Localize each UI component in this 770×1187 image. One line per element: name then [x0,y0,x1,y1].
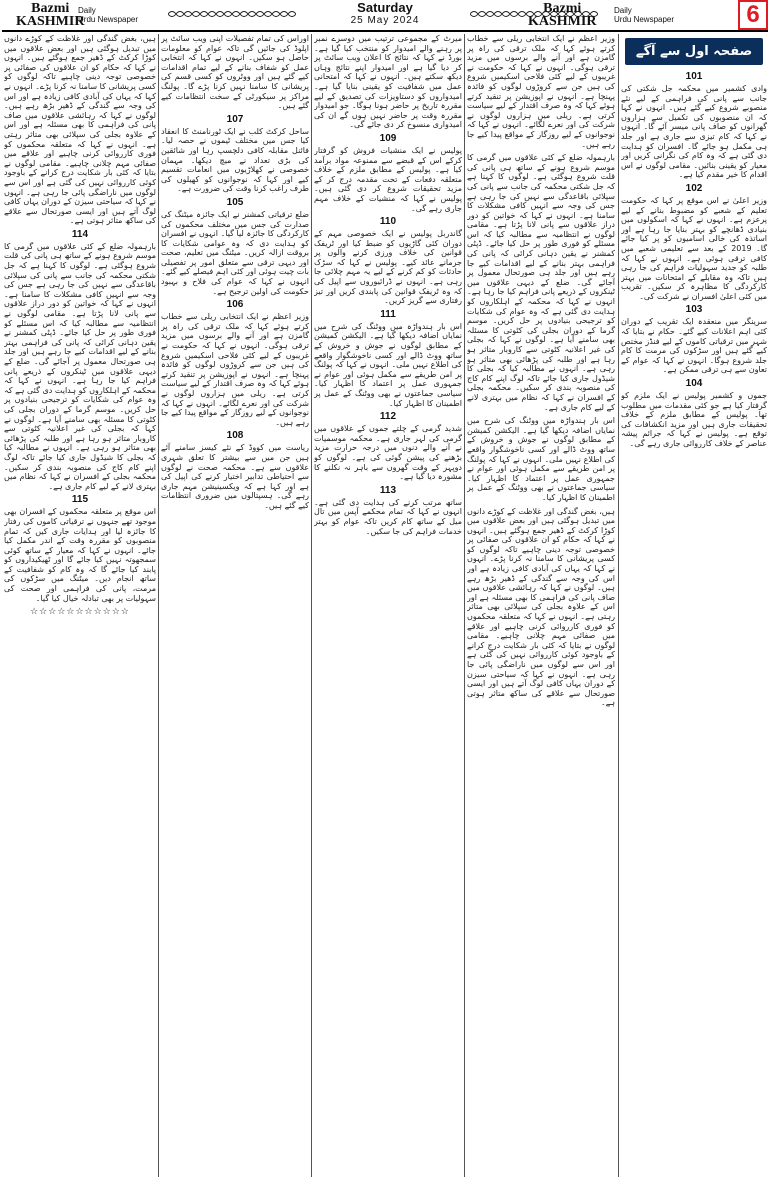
story-number: 115 [71,494,89,506]
page-number-badge: 6 [738,0,768,30]
right-masthead-sub: Daily Urdu Newspaper [614,6,675,24]
column-4-continued [467,34,615,1177]
story-c2-1: ساحل کرکٹ کلب نے ایک ٹورنامنٹ کا انعقاد کیا جس میں مختلف ٹیموں نے حصہ لیا۔ فائنل مقابلہ کافی دلچسپ رہا اور شائقین کی بڑی تعداد نے میچ دیکھا۔ مہمان خصوصی نے کھلاڑیوں میں انعامات تقسیم کیے اور کہا کہ نوجوانوں کو کھیلوں کی طرف راغب کرنا وقت کی ضرورت ہے۔ [161,126,309,194]
story-number: 113 [379,484,397,496]
story-c3-3: اس بار ہندواڑہ میں ووٹنگ کی شرح میں نمایاں اضافہ دیکھا گیا ہے۔ الیکشن کمیشن کے مطابق لوگوں نے جوش و خروش کے ساتھ ووٹ ڈالے اور کسی ناخوشگوار واقعے کی اطلاع نہیں ملی۔ انہوں نے کہا کہ پولنگ پر امن طریقے سے مکمل ہوئی اور عوام نے جمہوری عمل پر اعتماد کا اظہار کیا۔ سیاسی جماعتوں نے بھی ووٹنگ کے عمل پر اطمینان کا اظہار کیا۔ [314,321,462,408]
column-divider [464,34,465,1177]
section-title: صفحہ اول سے آگے [625,38,763,65]
story-c4-3: جموں و کشمیر پولیس نے ایک ملزم کو گرفتار کیا ہے جو کئی مقدمات میں مطلوب تھا۔ پولیس کے مطابق ملزم کے خلاف تحقیقات جاری ہیں اور مزید انکشافات کی توقع ہے۔ پولیس نے کہا کہ جرائم پیشہ عناصر کے خلاف کارروائی جاری رہے گی۔ [621,391,767,448]
story-c1-0: ہیں، بغض گندگی اور غلاظت کے کوڑے دانوں میں تبدیل ہوگئی ہیں اور بعض علاقوں میں کوڑا کرکٹ کے ڈھیر جمع ہوگئے ہیں۔ انہوں نے کہا کہ حکام کو ان علاقوں کی صفائی پر خصوصی توجہ دینی چاہیے تاکہ لوگوں کو کسی پریشانی کا سامنا نہ کرنا پڑے۔ انہوں نے کہا کہ یہاں کی آبادی کافی زیادہ ہے اور اس کی وجہ سے گندگی کے ڈھیر بڑھ رہے ہیں۔ لوگوں نے کہا کہ رہائشی علاقوں میں صاف پانی کی فراہمی کا بھی مسئلہ ہے اور اس کے علاوہ بجلی کی سپلائی بھی متاثر رہتی ہے۔ انہوں نے کہا کہ متعلقہ محکموں کو فوری کارروائی کرنی چاہیے اور علاقے میں صفائی مہم چلانی چاہیے۔ مقامی لوگوں نے بتایا کہ کئی بار شکایت درج کرانے کے باوجود کوئی کارروائی نہیں کی گئی ہے اور اس سے لوگوں میں ناراضگی پائی جا رہی ہے۔ انہوں نے کہا کہ سیاحتی سیزن کے دوران یہاں کافی لوگ آتے ہیں اور ایسی صورتحال سے علاقے کی ساکھ متاثر ہوتی ہے۔ [4,34,156,226]
story-number: 111 [380,308,396,320]
story-number: 102 [685,182,703,194]
story-number: 106 [226,299,244,311]
story-c2-0: اوراس کی تمام تفصیلات اپنی ویب سائٹ پر اپلوڈ کی جائیں گی تاکہ عوام کو معلومات حاصل ہو سکیں۔ انہوں نے کہا کہ انتخابی عمل کو شفاف بنانے کے لیے تمام اقدامات کیے گئے ہیں اور ووٹروں کو کسی قسم کی پریشانی کا سامنا نہیں کرنا پڑے گا۔ پولنگ مراکز پر سیکورٹی کے سخت انتظامات کیے گئے ہیں۔ [161,34,309,111]
story-c1-1: بارہمولہ ضلع کے کئی علاقوں میں گرمی کا موسم شروع ہونے کے ساتھ ہی پانی کی قلت شروع ہوگئی ہے۔ لوگوں کا کہنا ہے کہ جل شکتی محکمہ کی جانب سے پانی کی سپلائی باقاعدگی سے نہیں کی جا رہی ہے جس کی وجہ سے انہیں کافی مشکلات کا سامنا ہے۔ انہوں نے کہا کہ خواتین کو دور دراز علاقوں سے پانی لانا پڑتا ہے۔ مقامی لوگوں نے انتظامیہ سے مطالبہ کیا کہ اس مسئلے کو فوری طور پر حل کیا جائے۔ ڈپٹی کمشنر نے یقین دہانی کرائی کہ پانی کی فراہمی بہتر بنانے کے لیے اقدامات کیے جا رہے ہیں اور جلد ہی صورتحال معمول پر آجائے گی۔ ضلع کے دیہی علاقوں میں ٹینکروں کے ذریعے پانی فراہم کیا جا رہا ہے۔ انہوں نے کہا کہ محکمہ کے اہلکاروں کو ہدایت دی گئی ہے کہ وہ عوام کی شکایات کو ترجیحی بنیادوں پر حل کریں۔ موسم گرما کے دوران بجلی کی کٹوتی کا مسئلہ بھی سامنے آیا ہے۔ لوگوں نے کہا کہ بجلی کی غیر اعلانیہ کٹوتی سے کاروبار متاثر ہو رہا ہے اور طلبہ کی پڑھائی بھی متاثر ہو رہی ہے۔ انہوں نے مطالبہ کیا کہ بجلی کا شیڈول جاری کیا جائے تاکہ لوگ اپنے کام کاج کی منصوبہ بندی کر سکیں۔ محکمہ بجلی کے افسران نے کہا کہ نظام میں بہتری لانے کے لیے کام جاری ہے۔ [4,241,156,491]
story-c4-1: وزیر اعلیٰ نے اس موقع پر کہا کہ حکومت تعلیم کے شعبے کو مضبوط بنانے کے لیے پرعزم ہے۔ انہوں نے کہا کہ اسکولوں میں بنیادی ڈھانچے کو بہتر بنایا جا رہا ہے اور اساتذہ کی خالی اسامیوں کو پر کیا جائے گا۔ 2019 کے بعد سے تعلیمی شعبے میں کافی ترقی ہوئی ہے۔ انہوں نے کہا کہ طلبہ کو جدید سہولیات فراہم کی جا رہی ہیں تاکہ وہ مقابلے کے امتحانات میں بہتر کارکردگی کا مظاہرہ کر سکیں۔ تقریب میں کئی اعلیٰ افسران نے شرکت کی۔ [621,195,767,301]
story-number: 109 [379,132,397,144]
column-3 [314,34,462,1177]
story-number: 104 [685,378,703,390]
right-masthead-title: Bazmi KASHMIR [528,1,597,29]
story-number: 105 [226,196,244,208]
column-divider [158,34,159,1177]
story-c3-4: شدید گرمی کے چلتے جموں کے علاقوں میں گرمی کی لہر جاری ہے۔ محکمہ موسمیات نے آنے والے دنوں میں درجہ حرارت مزید بڑھنے کی پیشن گوئی کی ہے۔ لوگوں کو دوپہر کے وقت گھروں سے باہر نہ نکلنے کا مشورہ دیا گیا ہے۔ [314,424,462,482]
left-masthead-title: Bazmi KASHMIR [16,1,85,29]
issue-date: Saturday 25 May 2024 [350,0,420,26]
story-number: 110 [379,216,397,228]
column-5 [621,34,767,1177]
story-c2-3: وزیر اعظم نے ایک انتخابی ریلی سے خطاب کرتے ہوئے کہا کہ ملک ترقی کی راہ پر گامزن ہے اور آنے والے برسوں میں مزید ترقی ہوگی۔ انہوں نے کہا کہ حکومت نے غریبوں کے لیے کئی فلاحی اسکیمیں شروع کی ہیں جن سے کروڑوں لوگوں کو فائدہ پہنچا ہے۔ انہوں نے اپوزیشن پر تنقید کرتے ہوئے کہا کہ وہ صرف اقتدار کے لیے سیاست کرتی ہے۔ ریلی میں ہزاروں لوگوں نے شرکت کی اور نعرے لگائے۔ انہوں نے کہا کہ نوجوانوں کے لیے روزگار کے مواقع پیدا کیے جا رہے ہیں۔ [161,312,309,427]
story-c4-0: وادی کشمیر میں محکمہ جل شکتی کی جانب سے پانی کی فراہمی کے لیے نئے منصوبے شروع کیے گئے ہیں۔ انہوں نے کہا کہ ان منصوبوں کی تکمیل سے ہزاروں گھرانوں کو صاف پانی میسر آئے گا۔ انہوں نے کہا کہ کام تیزی سے جاری ہے اور جلد ہی مکمل ہو جائے گا۔ افسران کو ہدایت دی گئی ہے کہ وہ کام کی نگرانی کریں اور معیار کو یقینی بنائیں۔ مقامی لوگوں نے اس اقدام کا خیر مقدم کیا ہے۔ [621,84,767,180]
story-c3b: وزیر اعظم نے ایک انتخابی ریلی سے خطاب کرتے ہوئے کہا کہ ملک ترقی کی راہ پر گامزن ہے اور آنے والے برسوں میں مزید ترقی ہوگی۔ انہوں نے کہا کہ حکومت نے غریبوں کے لیے کئی فلاحی اسکیمیں شروع کی ہیں جن سے کروڑوں لوگوں کو فائدہ پہنچا ہے۔ انہوں نے اپوزیشن پر تنقید کرتے ہوئے کہا کہ وہ صرف اقتدار کے لیے سیاست کرتی ہے۔ ریلی میں ہزاروں لوگوں نے شرکت کی اور نعرے لگائے۔ انہوں نے کہا کہ نوجوانوں کے لیے روزگار کے مواقع پیدا کیے جا رہے ہیں۔ [467,34,615,149]
column-divider [311,34,312,1177]
story-c4-2: سرینگر میں منعقدہ ایک تقریب کے دوران کئی اہم اعلانات کیے گئے۔ حکام نے بتایا کہ شہر میں ترقیاتی کاموں کے لیے فنڈز مختص کیے گئے ہیں اور سڑکوں کی مرمت کا کام جلد شروع ہوگا۔ انہوں نے کہا کہ عوام کے تعاون سے ہی ترقی ممکن ہے۔ [621,317,767,375]
story-number: 107 [226,113,244,125]
story-c2-2: ضلع ترقیاتی کمشنر نے ایک جائزہ میٹنگ کی صدارت کی جس میں مختلف محکموں کی کارکردگی کا جائزہ لیا گیا۔ انہوں نے افسران کو ہدایت دی کہ وہ عوامی شکایات کا بروقت ازالہ کریں۔ میٹنگ میں تعلیم، صحت اور دیہی ترقی سے متعلق امور پر تفصیلی بات چیت ہوئی اور کئی اہم فیصلے کیے گئے۔ انہوں نے کہا کہ عوام کی فلاح و بہبود حکومت کی اولین ترجیح ہے۔ [161,209,309,296]
header-rule [2,30,768,32]
story-c3c: بارہمولہ ضلع کے کئی علاقوں میں گرمی کا موسم شروع ہونے کے ساتھ ہی پانی کی قلت شروع ہوگئی ہے۔ لوگوں کا کہنا ہے کہ جل شکتی محکمہ کی جانب سے پانی کی سپلائی باقاعدگی سے نہیں کی جا رہی ہے جس کی وجہ سے انہیں کافی مشکلات کا سامنا ہے۔ انہوں نے کہا کہ خواتین کو دور دراز علاقوں سے پانی لانا پڑتا ہے۔ مقامی لوگوں نے انتظامیہ سے مطالبہ کیا کہ اس مسئلے کو فوری طور پر حل کیا جائے۔ ڈپٹی کمشنر نے یقین دہانی کرائی کہ پانی کی فراہمی بہتر بنانے کے لیے اقدامات کیے جا رہے ہیں اور جلد ہی صورتحال معمول پر آجائے گی۔ ضلع کے دیہی علاقوں میں ٹینکروں کے ذریعے پانی فراہم کیا جا رہا ہے۔ انہوں نے کہا کہ محکمہ کے اہلکاروں کو ہدایت دی گئی ہے کہ وہ عوام کی شکایات کو ترجیحی بنیادوں پر حل کریں۔ موسم گرما کے دوران بجلی کی کٹوتی کا مسئلہ بھی سامنے آیا ہے۔ لوگوں نے کہا کہ بجلی کی غیر اعلانیہ کٹوتی سے کاروبار متاثر ہو رہا ہے اور طلبہ کی پڑھائی بھی متاثر ہو رہی ہے۔ انہوں نے مطالبہ کیا کہ بجلی کا شیڈول جاری کیا جائے تاکہ لوگ اپنے کام کاج کی منصوبہ بندی کر سکیں۔ محکمہ بجلی کے افسران نے کہا کہ نظام میں بہتری لانے کے لیے کام جاری ہے۔ [467,153,615,412]
story-number: 108 [226,430,244,442]
story-c2-4: ریاست میں کووڈ کے نئے کیسز سامنے آئے ہیں جن میں سے بیشتر کا تعلق شہری علاقوں سے ہے۔ محکمہ صحت نے لوگوں سے احتیاطی تدابیر اختیار کرنے کی اپیل کی ہے اور کہا ہے کہ ویکسینیشن مہم جاری رہے گی۔ ہسپتالوں میں ضروری انتظامات کیے گئے ہیں۔ [161,443,309,510]
story-c3e: ہیں، بغض گندگی اور غلاظت کے کوڑے دانوں میں تبدیل ہوگئی ہیں اور بعض علاقوں میں کوڑا کرکٹ کے ڈھیر جمع ہوگئے ہیں۔ انہوں نے کہا کہ حکام کو ان علاقوں کی صفائی پر خصوصی توجہ دینی چاہیے تاکہ لوگوں کو کسی پریشانی کا سامنا نہ کرنا پڑے۔ انہوں نے کہا کہ یہاں کی آبادی کافی زیادہ ہے اور اس کی وجہ سے گندگی کے ڈھیر بڑھ رہے ہیں۔ لوگوں نے کہا کہ رہائشی علاقوں میں صاف پانی کی فراہمی کا بھی مسئلہ ہے اور اس کے علاوہ بجلی کی سپلائی بھی متاثر رہتی ہے۔ انہوں نے کہا کہ متعلقہ محکموں کو فوری کارروائی کرنی چاہیے اور علاقے میں صفائی مہم چلانی چاہیے۔ مقامی لوگوں نے بتایا کہ کئی بار شکایت درج کرانے کے باوجود کوئی کارروائی نہیں کی گئی ہے اور اس سے لوگوں میں ناراضگی پائی جا رہی ہے۔ انہوں نے کہا کہ سیاحتی سیزن کے دوران یہاں کافی لوگ آتے ہیں اور ایسی صورتحال سے علاقے کی ساکھ متاثر ہوتی ہے۔ [467,506,615,708]
story-number: 114 [71,228,89,240]
story-c3-1: پولیس نے ایک منشیات فروش کو گرفتار کرکے اس کے قبضے سے ممنوعہ مواد برآمد کیا ہے۔ پولیس کے مطابق ملزم کے خلاف متعلقہ دفعات کے تحت مقدمہ درج کر کے مزید تحقیقات شروع کر دی گئی ہیں۔ پولیس نے کہا کہ منشیات کے خلاف مہم جاری رہے گی۔ [314,145,462,213]
masthead [0,0,770,30]
story-number: 101 [685,71,703,82]
story-c3-5: ساتھ مرتب کرنے کی ہدایت دی گئی ہے۔ انہوں نے کہا کہ تمام محکمے آپس میں تال میل کے ساتھ کام کریں تاکہ عوام کو بہتر خدمات فراہم کی جا سکیں۔ [314,497,462,536]
end-stars: ☆☆☆☆☆☆☆☆☆☆☆ [30,607,130,618]
story-c3-0: میرٹ کے مجموعی ترتیب میں دوسرے نمبر پر رہنے والے امیدوار کو منتخب کیا گیا ہے۔ بورڈ نے کہا کہ نتائج کا اعلان ویب سائٹ پر کر دیا گیا ہے اور امیدوار اپنے نتائج وہاں دیکھ سکتے ہیں۔ انہوں نے کہا کہ امتحانی عمل میں شفافیت کو یقینی بنایا گیا ہے۔ امیدواروں کو دستاویزات کی تصدیق کے لیے مقررہ تاریخ پر حاضر ہونا ہوگا۔ جو امیدوار مقررہ وقت پر حاضر نہیں ہوں گے ان کی امیدواری منسوخ کر دی جائے گی۔ [314,34,462,130]
ornament-left [168,9,296,19]
column-2 [161,34,309,1177]
left-masthead-sub: Daily Urdu Newspaper [78,6,139,24]
column-1 [4,34,156,1177]
story-number: 103 [685,304,703,316]
story-c1-2: اس موقع پر متعلقہ محکموں کے افسران بھی موجود تھے جنہوں نے ترقیاتی کاموں کی رفتار کا جائزہ لیا اور ہدایات جاری کیں کہ تمام منصوبوں کو مقررہ وقت کے اندر مکمل کیا جائے۔ انہوں نے کہا کہ معیار کے ساتھ کوئی سمجھوتہ نہیں کیا جائے گا اور ٹھیکیداروں کو پابند کیا جائے گا کہ وہ کام کو شفافیت کے ساتھ انجام دیں۔ میٹنگ میں سڑکوں کی مرمت، پانی کی فراہمی اور صحت کی سہولیات پر بھی تبادلہ خیال کیا گیا۔ [4,507,156,603]
story-c3d: اس بار ہندواڑہ میں ووٹنگ کی شرح میں نمایاں اضافہ دیکھا گیا ہے۔ الیکشن کمیشن کے مطابق لوگوں نے جوش و خروش کے ساتھ ووٹ ڈالے اور کسی ناخوشگوار واقعے کی اطلاع نہیں ملی۔ انہوں نے کہا کہ پولنگ پر امن طریقے سے مکمل ہوئی اور عوام نے جمہوری عمل پر اعتماد کا اظہار کیا۔ سیاسی جماعتوں نے بھی ووٹنگ کے عمل پر اطمینان کا اظہار کیا۔ [467,416,615,502]
column-divider [618,34,619,1177]
story-number: 112 [379,411,397,423]
story-c3-2: گاندربل پولیس نے ایک خصوصی مہم کے دوران کئی گاڑیوں کو ضبط کیا اور ٹریفک قوانین کی خلاف ورزی کرنے والوں پر جرمانے عائد کیے۔ پولیس نے کہا کہ سڑک حادثات کو کم کرنے کے لیے یہ مہم چلائی جا رہی ہے۔ انہوں نے ڈرائیوروں سے اپیل کی کہ وہ ٹریفک قوانین کی پابندی کریں اور تیز رفتاری سے گریز کریں۔ [314,229,462,306]
